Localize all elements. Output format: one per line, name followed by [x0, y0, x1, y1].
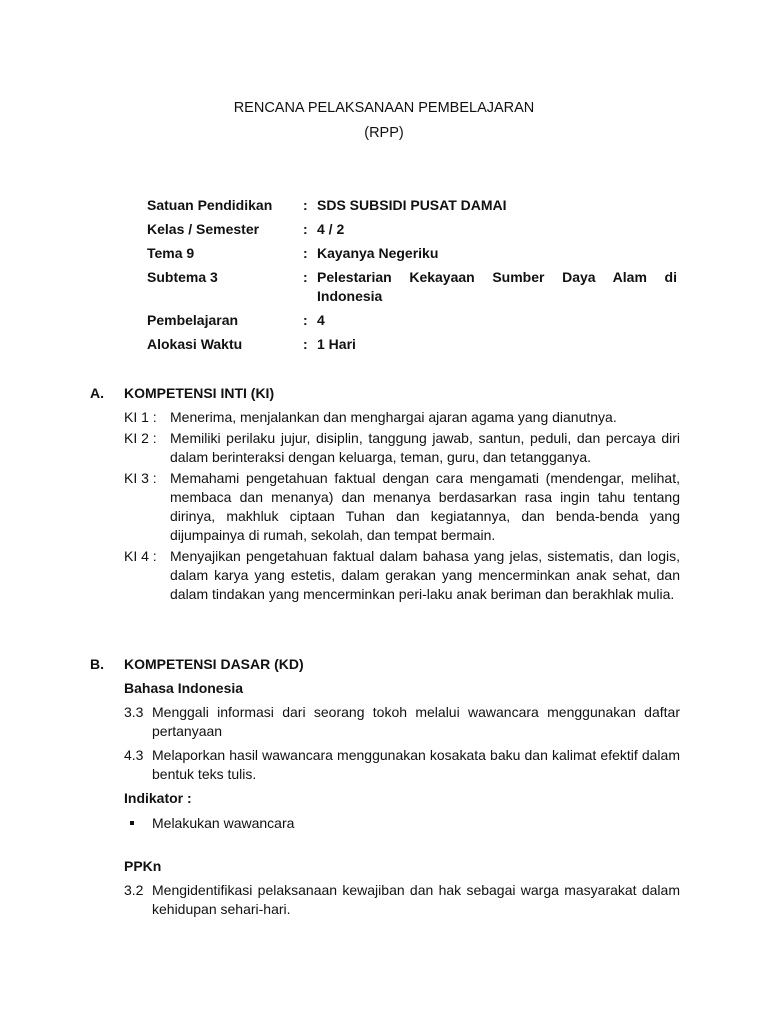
section-letter: B.	[90, 656, 104, 672]
identity-label: Alokasi Waktu	[147, 336, 243, 352]
identity-label: Subtema 3	[147, 269, 218, 285]
identity-row	[147, 268, 677, 306]
identity-separator: :	[303, 312, 308, 328]
kd-text: Melaporkan hasil wawancara menggunakan kosakata baku dan kalimat efektif dalam bentuk teks tulis.	[152, 747, 680, 782]
kd-item	[124, 881, 680, 919]
indicator-item	[124, 814, 680, 833]
ki-text: Memahami pengetahuan faktual dengan cara mengamati (mendengar, melihat, membaca dan menanya) dan menanya berdasarkan rasa ingin tahu tentang dirinya, makhluk ciptaan Tuhan dan kegiatannya, dan benda-benda yang dijumpainya di rumah, sekolah, dan tempat bermain.	[170, 470, 680, 543]
kd-number: 3.2	[124, 882, 144, 898]
indicator-heading: Indikator :	[124, 790, 192, 806]
ki-text: Menyajikan pengetahuan faktual dalam bahasa yang jelas, sistematis, dan logis, dalam karya yang estetis, dalam gerakan yang mencerminkan anak sehat, dan dalam tindakan yang mencerminkan peri-laku anak beriman dan berakhlak mulia.	[170, 548, 680, 602]
document-title: RENCANA PELAKSANAAN PEMBELAJARAN	[233, 100, 535, 116]
kd-block	[124, 679, 680, 919]
ki-code: KI 2 :	[124, 430, 157, 446]
identity-row	[147, 220, 677, 239]
section-heading	[90, 655, 680, 674]
section-kompetensi-inti	[90, 384, 680, 606]
kd-item	[124, 746, 680, 784]
identity-row	[147, 244, 677, 263]
identity-separator: :	[303, 197, 308, 213]
kd-text: Mengidentifikasi pelaksanaan kewajiban dan hak sebagai warga masyarakat dalam kehidupan sehari-hari.	[152, 882, 680, 917]
identity-value: 1 Hari	[317, 336, 356, 352]
kd-item	[124, 703, 680, 741]
identity-value: 4	[317, 312, 325, 328]
identity-value: 4 / 2	[317, 221, 345, 237]
kd-text: Menggali informasi dari seorang tokoh melalui wawancara menggunakan daftar pertanyaan	[152, 704, 680, 739]
kd-number: 3.3	[124, 704, 144, 720]
kd-number: 4.3	[124, 747, 144, 763]
section-heading	[90, 384, 680, 403]
ki-text: Menerima, menjalankan dan menghargai ajaran agama yang dianutnya.	[170, 409, 617, 425]
ki-item	[124, 469, 680, 545]
identity-label: Kelas / Semester	[147, 221, 260, 237]
identity-table	[147, 196, 677, 359]
identity-label: Tema 9	[147, 245, 195, 261]
identity-label: Pembelajaran	[147, 312, 239, 328]
indicator-text: Melakukan wawancara	[152, 815, 295, 831]
identity-separator: :	[303, 221, 308, 237]
identity-value: SDS SUBSIDI PUSAT DAMAI	[317, 197, 507, 213]
subject-heading: PPKn	[124, 858, 162, 874]
section-letter: A.	[90, 385, 104, 401]
identity-value: Kayanya Negeriku	[317, 245, 439, 261]
section-kompetensi-dasar	[90, 655, 680, 919]
ki-item	[124, 408, 680, 427]
identity-value: Pelestarian Kekayaan Sumber Daya Alam di Indonesia	[317, 269, 677, 304]
subject-heading: Bahasa Indonesia	[124, 680, 244, 696]
section-title: KOMPETENSI DASAR (KD)	[124, 656, 304, 672]
document-subtitle: (RPP)	[364, 125, 404, 141]
ki-list	[124, 408, 680, 604]
section-title: KOMPETENSI INTI (KI)	[124, 385, 275, 401]
identity-separator: :	[303, 245, 308, 261]
identity-row	[147, 335, 677, 354]
ki-code: KI 1 :	[124, 409, 157, 425]
identity-row	[147, 311, 677, 330]
bullet-icon	[124, 814, 152, 833]
ki-code: KI 4 :	[124, 548, 157, 564]
ki-item	[124, 429, 680, 467]
identity-separator: :	[303, 336, 308, 352]
identity-label: Satuan Pendidikan	[147, 197, 273, 213]
ki-item	[124, 547, 680, 604]
identity-row	[147, 196, 677, 215]
ki-code: KI 3 :	[124, 470, 157, 486]
ki-text: Memiliki perilaku jujur, disiplin, tanggung jawab, santun, peduli, dan percaya diri dalam berinteraksi dengan keluarga, teman, guru, dan tetangganya.	[170, 430, 680, 465]
identity-separator: :	[303, 269, 308, 285]
